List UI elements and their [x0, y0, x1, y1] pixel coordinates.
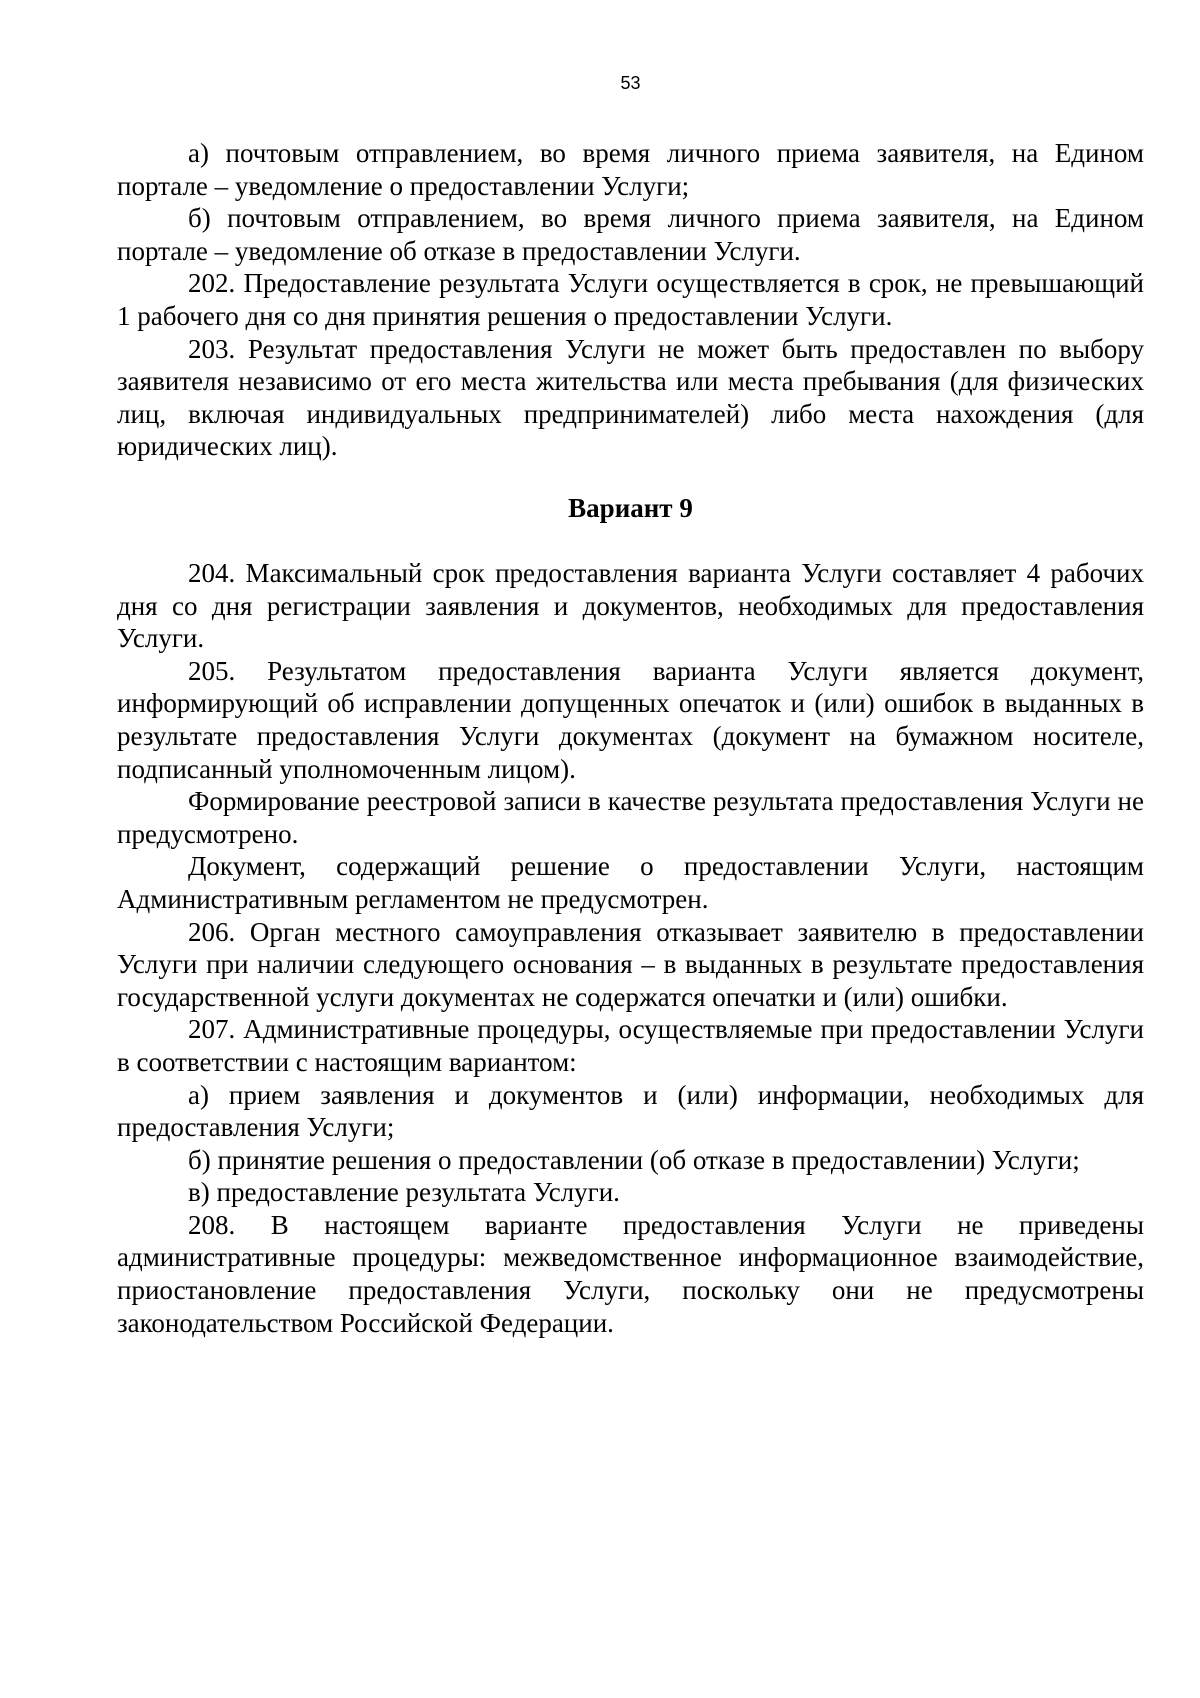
paragraph-207: 207. Административные процедуры, осуществляемые при предоставлении Услуги в соответствии с настоящим вариантом: [117, 1014, 1144, 1077]
text-block-after-heading [117, 557, 1144, 1339]
paragraph-207-item-c: в) предоставление результата Услуги. [188, 1177, 620, 1208]
paragraph-204: 204. Максимальный срок предоставления варианта Услуги составляет 4 рабочих дня со дня регистрации заявления и документов, необходимых для предоставления Услуги. [117, 558, 1144, 654]
section-heading: Вариант 9 [568, 493, 693, 523]
paragraph-registry-record: Формирование реестровой записи в качестве результата предоставления Услуги не предусмотрено. [117, 786, 1144, 849]
text-block-before-heading [117, 137, 1144, 463]
document-page [117, 0, 1144, 1698]
paragraph-item-a-notification: а) почтовым отправлением, во время личного приема заявителя, на Едином портале – уведомление о предоставлении Услуги; [117, 138, 1144, 201]
paragraph-203: 203. Результат предоставления Услуги не может быть предоставлен по выбору заявителя независимо от его места жительства или места пребывания (для физических лиц, включая индивидуальных предпринимателей) либо места нахождения (для юридических лиц). [117, 333, 1144, 462]
paragraph-207-item-b: б) принятие решения о предоставлении (об отказе в предоставлении) Услуги; [188, 1144, 1080, 1175]
paragraph-item-b-refusal-notification: б) почтовым отправлением, во время личного приема заявителя, на Едином портале – уведомление об отказе в предоставлении Услуги. [117, 203, 1144, 266]
paragraph-202: 202. Предоставление результата Услуги осуществляется в срок, не превышающий 1 рабочего дня со дня принятия решения о предоставлении Услуги. [117, 268, 1144, 331]
paragraph-208: 208. В настоящем варианте предоставления Услуги не приведены административные процедуры: межведомственное информационное взаимодействие, приостановление предоставления Услуги, поскольку они не предусмотрены законодательством Российской Федерации. [117, 1209, 1144, 1338]
paragraph-205: 205. Результатом предоставления варианта Услуги является документ, информирующий об исправлении допущенных опечаток и (или) ошибок в выданных в результате предоставления Услуги документах (документ на бумажном носителе, подписанный уполномоченным лицом). [117, 655, 1144, 784]
page-number: 53 [620, 73, 641, 93]
paragraph-207-item-a: а) прием заявления и документов и (или) информации, необходимых для предоставления Услуги; [117, 1079, 1144, 1143]
paragraph-decision-document: Документ, содержащий решение о предоставлении Услуги, настоящим Административным регламентом не предусмотрен. [117, 851, 1144, 914]
paragraph-206: 206. Орган местного самоуправления отказывает заявителю в предоставлении Услуги при наличии следующего основания – в выданных в результате предоставления государственной услуги документах не содержатся опечатки и (или) ошибки. [117, 916, 1144, 1012]
